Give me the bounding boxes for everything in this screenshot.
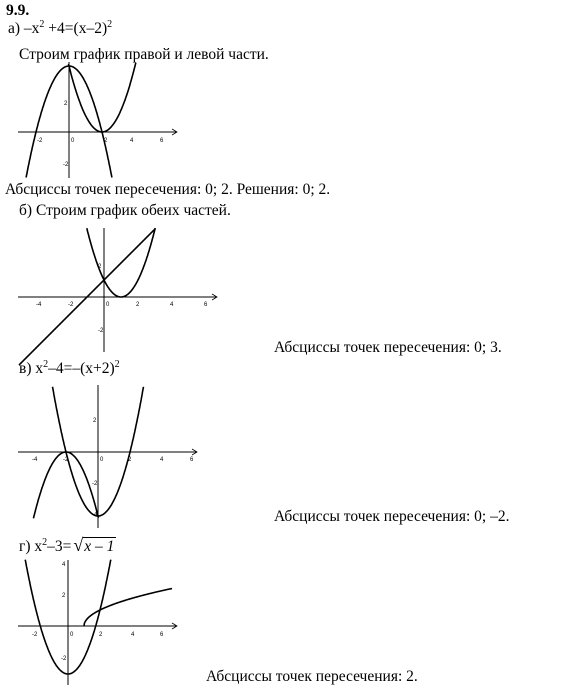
graph-b-tick-y2: 2 (98, 264, 102, 270)
graph-d-tick-4: 4 (131, 632, 135, 638)
graph-b-tick-0: 0 (106, 302, 110, 308)
equation-c-rhs-power: 2 (114, 359, 120, 370)
graph-d-tick-neg2: -2 (32, 632, 38, 638)
graph-c-tick-6: 6 (190, 457, 194, 463)
graph-a-tick-y2: 2 (64, 101, 68, 107)
answer-a: Абсциссы точек пересечения: 0; 2. Решения: 0; 2. (5, 181, 331, 198)
graph-c-tick-yneg2: -2 (92, 481, 98, 487)
equation-a-lhs-power: 2 (39, 19, 45, 30)
equation-d-mid: –3= (47, 538, 72, 555)
equation-d-lhs-power: 2 (42, 537, 48, 548)
equation-d-radical (73, 536, 116, 556)
equation-c (19, 360, 120, 378)
equation-a-lhs: –x (23, 20, 40, 37)
graph-b-tick-2: 2 (136, 302, 140, 308)
graph-a (18, 62, 177, 178)
graph-a-tick-0: 0 (71, 138, 75, 144)
graph-c-tick-neg4: -4 (32, 457, 38, 463)
equation-a-rhs-power: 2 (107, 19, 113, 30)
instruction-a: Строим график правой и левой части. (19, 46, 269, 63)
graph-a-tick-yneg2: -2 (63, 162, 69, 168)
graph-a-parabola-right-side (69, 63, 136, 132)
part-c-label: в) (19, 360, 32, 377)
equation-c-lhs-power: 2 (43, 359, 49, 370)
graph-d-tick-0: 0 (70, 632, 74, 638)
graph-c-tick-neg2: -2 (63, 457, 69, 463)
graph-d-tick-y2: 2 (62, 593, 66, 599)
instruction-b: Строим график обеих частей. (35, 202, 231, 219)
equation-d-radicand: x – 1 (84, 538, 115, 555)
graph-c-tick-4: 4 (160, 457, 164, 463)
graph-c-tick-0: 0 (100, 457, 104, 463)
graph-b-tick-6: 6 (204, 302, 208, 308)
problem-number: 9.9. (6, 2, 30, 19)
equation-d (19, 536, 116, 556)
graph-b-tick-neg2: -2 (68, 302, 74, 308)
answer-d: Абсциссы точек пересечения: 2. (206, 668, 418, 685)
radical-sign: √ (73, 535, 84, 555)
equation-c-lhs: x (31, 360, 44, 377)
graph-d-tick-2: 2 (99, 632, 103, 638)
graph-d-tick-y4: 4 (62, 562, 66, 568)
equation-c-mid: –4=–(x+2) (48, 360, 115, 377)
graph-a-tick-neg2: -2 (37, 138, 43, 144)
graph-b (18, 228, 217, 365)
instruction-b-line (19, 202, 231, 220)
graph-b-tick-neg4: -4 (36, 302, 42, 308)
answer-c: Абсциссы точек пересечения: 0; –2. (274, 508, 510, 525)
part-d-label: г) (19, 538, 31, 555)
graph-a-tick-6: 6 (160, 138, 164, 144)
graph-d (18, 560, 177, 685)
graph-d-tick-6: 6 (160, 632, 164, 638)
graph-d-tick-yneg2: -2 (61, 656, 67, 662)
graph-a-tick-4: 4 (130, 138, 134, 144)
graph-c-tick-yneg4: -4 (92, 512, 98, 518)
part-b-label: б) (19, 202, 33, 219)
graph-c-tick-y2: 2 (93, 418, 97, 424)
equation-d-lhs: x (30, 538, 43, 555)
part-a-label: а) (8, 20, 21, 37)
graph-a-tick-2: 2 (104, 138, 108, 144)
answer-b: Абсциссы точек пересечения: 0; 3. (274, 339, 502, 356)
equation-a-mid: +4=(x–2) (44, 20, 108, 37)
graph-c (18, 385, 197, 528)
graph-b-tick-4: 4 (170, 302, 174, 308)
graph-b-tick-yneg2: -2 (98, 328, 104, 334)
graph-c-tick-2: 2 (128, 457, 132, 463)
